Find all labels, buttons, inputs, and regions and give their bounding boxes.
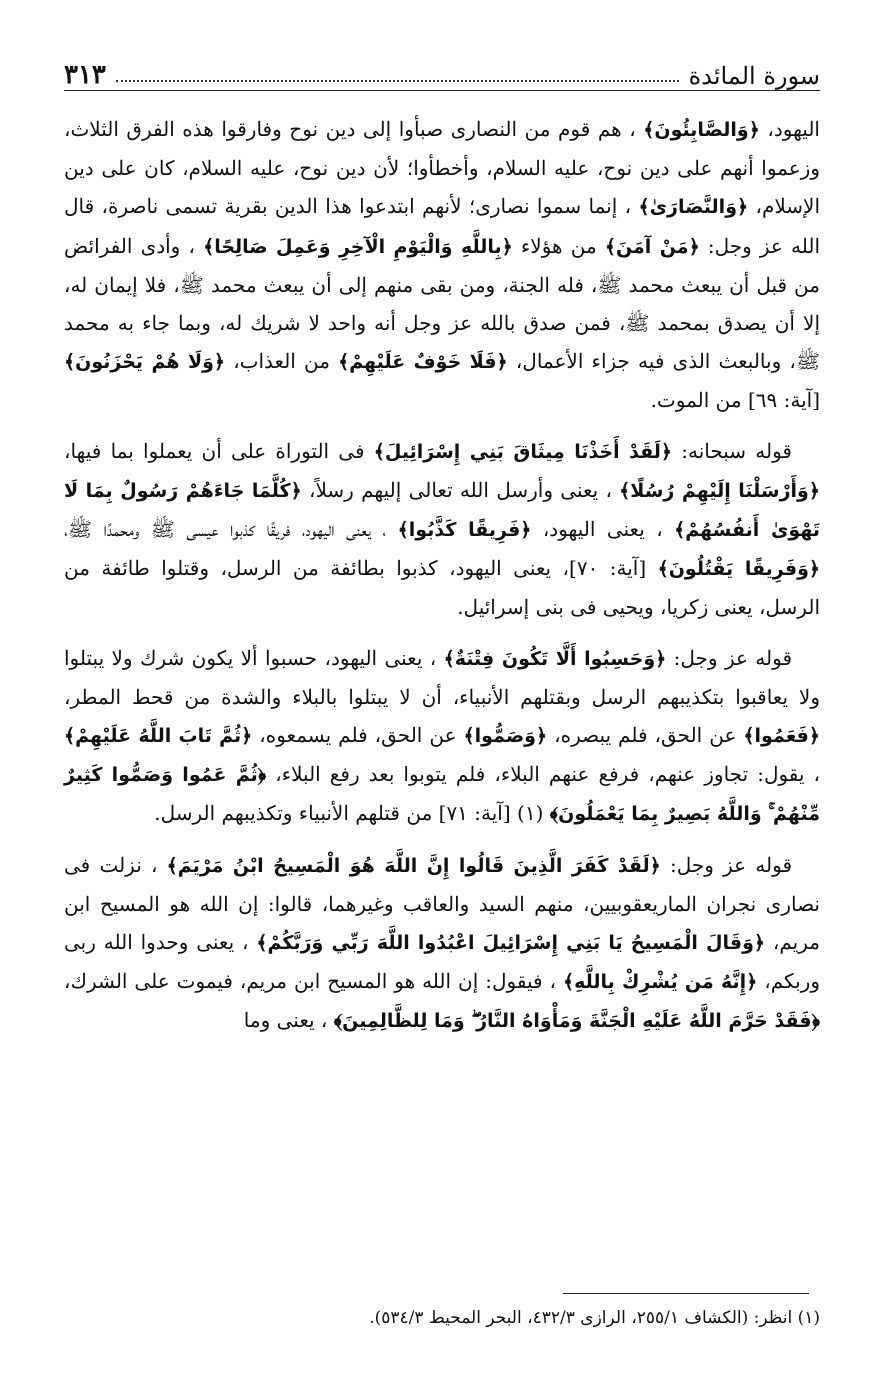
- quran-quote: ﴿ثُمَّ تَابَ اللَّهُ عَلَيْهِمْ﴾: [64, 725, 253, 748]
- commentary-text: ، يقول: تجاوز عنهم، فرفع عنهم البلاء، فلم يتوبوا بعد رفع البلاء،: [266, 762, 820, 787]
- quran-quote: ﴿وَالنَّصَارَىٰ﴾: [638, 196, 749, 219]
- commentary-text: اليهود،: [759, 117, 820, 141]
- page-number: ٣١٣: [64, 60, 106, 90]
- quran-quote: ﴿وَفَرِيقًا يَقْتُلُونَ﴾: [657, 558, 821, 581]
- commentary-text: من العذاب،: [225, 349, 339, 374]
- commentary-text: [آية: ٦٩] من الموت.: [650, 388, 820, 413]
- quran-quote: ﴿بِاللَّهِ وَالْيَوْمِ الْآخِرِ وَعَمِلَ صَالِحًا﴾: [203, 235, 513, 258]
- paragraph-4: [64, 846, 820, 1041]
- commentary-text: عن الحق، فلم يسمعوه،: [252, 723, 464, 748]
- commentary-text: ، هم قوم من النصارى صبأوا إلى دين نوح وفارقوا هذه الفرق الثلاث، وزعموا أنهم على دين نوح، عليه السلام، وأخطأوا؛ لأن دين نوح، عليه السلام، كان على دين الإسلام،: [64, 117, 820, 219]
- surah-title: سورة المائدة: [688, 62, 820, 90]
- commentary-text: من هؤلاء: [512, 233, 605, 258]
- main-text: [64, 110, 820, 1053]
- paragraph-3: [64, 639, 820, 834]
- quran-quote: ﴿وَأَرْسَلْنَا إِلَيْهِمْ رُسُلًا﴾: [619, 479, 820, 502]
- commentary-text: ، فيقول: إن الله هو المسيح ابن مريم، فيموت على الشرك،: [64, 969, 563, 994]
- footnote-separator: [563, 1293, 809, 1294]
- quran-quote: ﴿فَرِيقًا كَذَّبُوا﴾: [397, 519, 532, 542]
- paragraph-1: [64, 110, 820, 420]
- quran-quote: ﴿وَحَسِبُوا أَلَّا تَكُونَ فِتْنَةٌ﴾: [443, 647, 667, 670]
- commentary-text: ، يعنى وحدوا الله ربى وربكم،: [64, 930, 820, 994]
- quran-quote: ﴿فَلَا خَوْفٌ عَلَيْهِمْ﴾: [338, 351, 508, 374]
- commentary-text: ، يعنى اليهود،: [531, 517, 675, 542]
- quran-quote: ﴿لَقَدْ أَخَذْنَا مِيثَاقَ بَنِي إِسْرَائِيلَ﴾: [373, 440, 673, 463]
- footnote: (١) انظر: (الكشاف ٢٥٥/١، الرازى ٤٣٢/٣، البحر المحيط ٥٣٤/٣).: [369, 1308, 820, 1328]
- paragraph-2: [64, 432, 820, 627]
- quran-quote: ﴿وَقَالَ الْمَسِيحُ يَا بَنِي إِسْرَائِيلَ اعْبُدُوا اللَّهَ رَبِّي وَرَبَّكُمْ﴾: [256, 932, 766, 955]
- commentary-text: ، إنما سموا نصارى؛ لأنهم ابتدعوا هذا الدين بقرية تسمى ناصرة، قال الله عز وجل:: [64, 194, 820, 258]
- page-header: [64, 56, 820, 91]
- quran-quote: ﴿وَالصَّابِئُونَ﴾: [643, 119, 760, 141]
- commentary-text: فى التوراة على أن يعملوا بما فيها،: [64, 438, 374, 463]
- quran-quote: ﴿لَقَدْ كَفَرَ الَّذِينَ قَالُوا إِنَّ اللَّهَ هُوَ الْمَسِيحُ ابْنُ مَرْيَمَ﴾: [166, 854, 661, 877]
- commentary-text: (١) [آية: ٧١] من قتلهم الأنبياء وتكذيبهم الرسل.: [154, 801, 550, 826]
- quran-quote: ﴿كُلَّمَا جَاءَهُمْ رَسُولٌ بِمَا لَا تَهْوَىٰ أَنفُسُهُمْ﴾: [64, 479, 820, 542]
- commentary-text: قوله سبحانه:: [672, 438, 792, 463]
- quran-quote: ﴿إِنَّهُ مَن يُشْرِكْ بِاللَّهِ﴾: [562, 971, 758, 994]
- commentary-text: ، يعنى وما: [243, 1008, 334, 1033]
- quran-quote: ﴿وَصَمُّوا﴾: [463, 725, 548, 748]
- commentary-text: ، وأدى الفرائض من قبل أن يبعث محمد ﷺ، فله الجنة، ومن بقى منهم إلى أن يبعث محمد ﷺ، فلا إيمان له، إلا أن يصدق بمحمد ﷺ، فمن صدق بالله عز وجل أنه واحد لا شريك له، وبما جاء به محمد ﷺ، وبالبعث الذى فيه جزاء الأعمال،: [64, 233, 821, 374]
- commentary-text: ، نزلت فى نصارى نجران الماريعقوبيين، منهم السيد والعاقب وغيرهما، قالوا: إن الله هو المسيح ابن مريم،: [64, 852, 820, 955]
- quran-quote: ﴿ثُمَّ عَمُوا وَصَمُّوا كَثِيرٌ مِّنْهُمْ ۚ وَاللَّهُ بَصِيرٌ بِمَا يَعْمَلُونَ﴾: [64, 764, 820, 826]
- commentary-text: [آية: ٧٠]، يعنى اليهود، كذبوا بطائفة من الرسل، وقتلوا طائفة من الرسل، يعنى زكريا، ويحيى فى بنى إسرائيل.: [64, 556, 820, 620]
- commentary-text: عن الحق، فلم يبصره،: [547, 723, 744, 748]
- commentary-text: ، يعنى وأرسل الله تعالى إليهم رسلاً،: [301, 477, 620, 502]
- commentary-text: قوله عز وجل:: [666, 645, 793, 670]
- commentary-text: قوله عز وجل:: [660, 852, 793, 877]
- commentary-text: ، يعنى اليهود، فريقًا كذبوا عيسى ﷺ ومحمدًا ﷺ،: [64, 517, 398, 542]
- quran-quote: ﴿مَنْ آمَنَ﴾: [604, 235, 700, 258]
- commentary-text: ، يعنى اليهود، حسبوا ألا يكون شرك ولا يبتلوا ولا يعاقبوا بتكذيبهم الرسل وبقتلهم الأنبياء، أن لا يبتلوا بالبلاء والشدة من قحط المطر،: [64, 645, 820, 709]
- quran-quote: ﴿فَعَمُوا﴾: [743, 725, 820, 748]
- quran-quote: ﴿فَقَدْ حَرَّمَ اللَّهُ عَلَيْهِ الْجَنَّةَ وَمَأْوَاهُ النَّارُ ۖ وَمَا لِلظَّالِمِينَ﴾: [333, 1010, 820, 1033]
- header-dot-leader: [116, 80, 679, 82]
- quran-quote: ﴿وَلَا هُمْ يَحْزَنُونَ﴾: [64, 351, 226, 374]
